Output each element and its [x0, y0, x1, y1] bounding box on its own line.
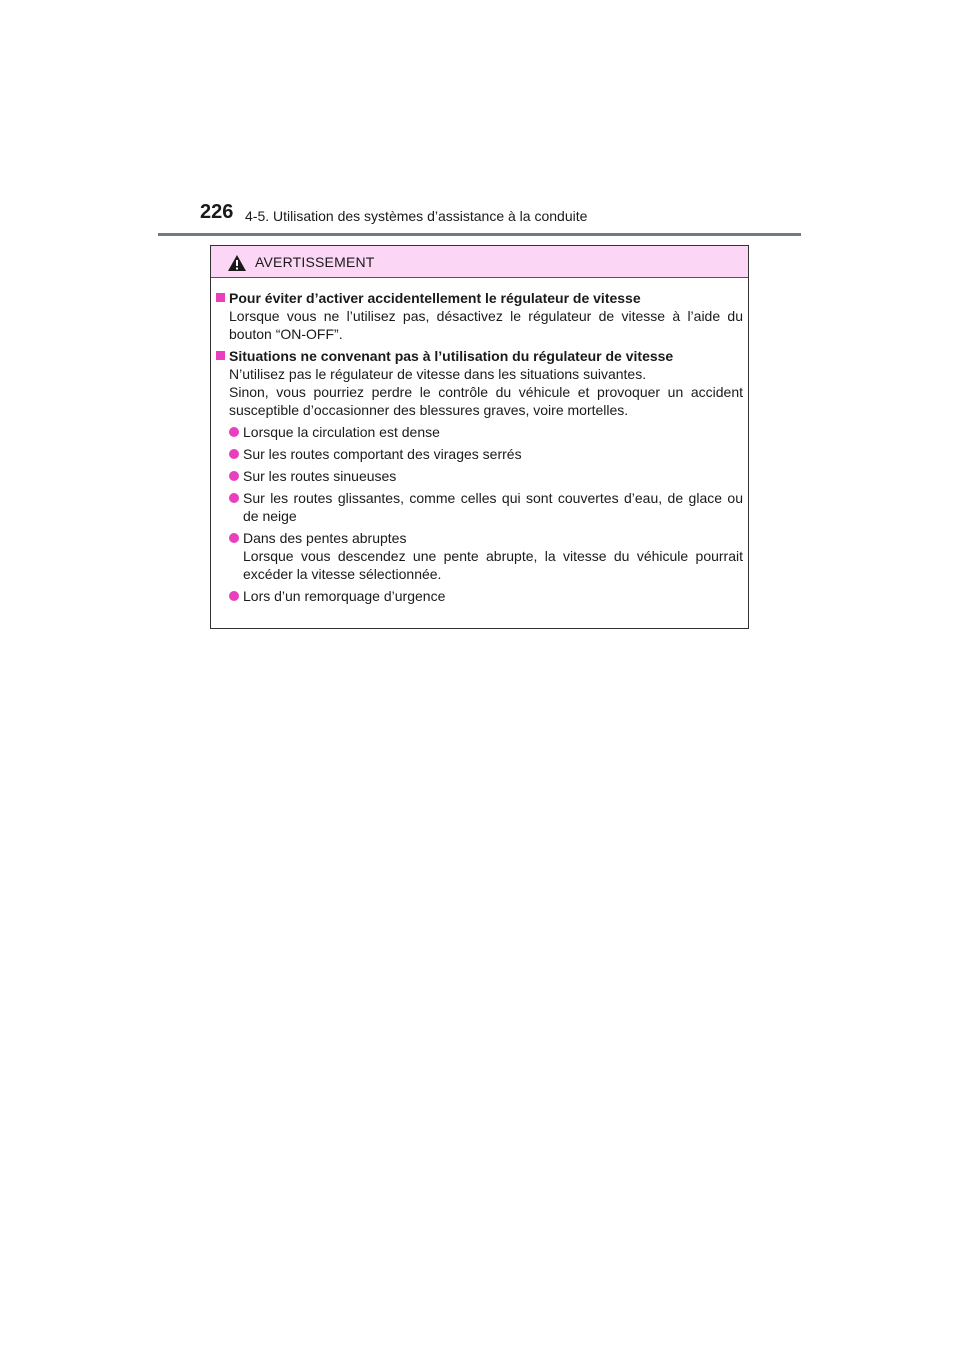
list-item-title: Dans des pentes abruptes [243, 530, 407, 546]
bullet-dot-icon [229, 449, 239, 459]
list-item [229, 489, 743, 525]
section-heading [216, 347, 743, 365]
section-heading-text: Pour éviter d’activer accidentellement le régulateur de vitesse [229, 290, 641, 306]
paragraph-line: N’utilisez pas le régulateur de vitesse dans les situations suivantes. [229, 366, 647, 382]
paragraph-line: Sinon, vous pourriez perdre le contrôle du véhicule et provoquer un accident susceptible d’occasionner des blessures graves, voire mortelles. [229, 384, 743, 418]
warning-title: AVERTISSEMENT [255, 253, 375, 270]
list-item-text: Sur les routes comportant des virages serrés [243, 446, 522, 462]
section-heading [216, 289, 743, 307]
warning-triangle-icon [227, 254, 247, 272]
page-header [0, 0, 960, 240]
header-rule [158, 233, 801, 236]
list-item [229, 445, 743, 463]
warning-header [211, 246, 748, 278]
warning-section-2 [216, 347, 743, 605]
list-item-text: Lorsque la circulation est dense [243, 424, 440, 440]
bullet-dot-icon [229, 533, 239, 543]
bullet-dot-icon [229, 493, 239, 503]
list-item-detail: Lorsque vous descendez une pente abrupte, la vitesse du véhicule pourrait excéder la vitesse sélectionnée. [243, 548, 743, 582]
section-paragraph [229, 365, 743, 419]
square-bullet-icon [216, 293, 225, 302]
page-number: 226 [200, 201, 234, 223]
list-item [229, 423, 743, 441]
square-bullet-icon [216, 351, 225, 360]
bullet-dot-icon [229, 471, 239, 481]
section-title: 4-5. Utilisation des systèmes d’assistance à la conduite [245, 208, 588, 224]
list-item [229, 529, 743, 583]
list-item-text: Sur les routes sinueuses [243, 468, 397, 484]
warning-box [210, 245, 749, 629]
list-item-text: Sur les routes glissantes, comme celles qui sont couvertes d’eau, de glace ou de neige [243, 490, 743, 524]
list-item-text [243, 529, 743, 583]
list-item-text: Lors d’un remorquage d’urgence [243, 588, 446, 604]
bullet-dot-icon [229, 427, 239, 437]
section-paragraph: Lorsque vous ne l’utilisez pas, désactivez le régulateur de vitesse à l’aide du bouton “ON-OFF”. [229, 308, 743, 342]
section-heading-text: Situations ne convenant pas à l’utilisation du régulateur de vitesse [229, 348, 674, 364]
list-item [229, 587, 743, 605]
bullet-dot-icon [229, 591, 239, 601]
list-item [229, 467, 743, 485]
warning-body [211, 278, 748, 605]
warning-section-1 [216, 289, 743, 343]
